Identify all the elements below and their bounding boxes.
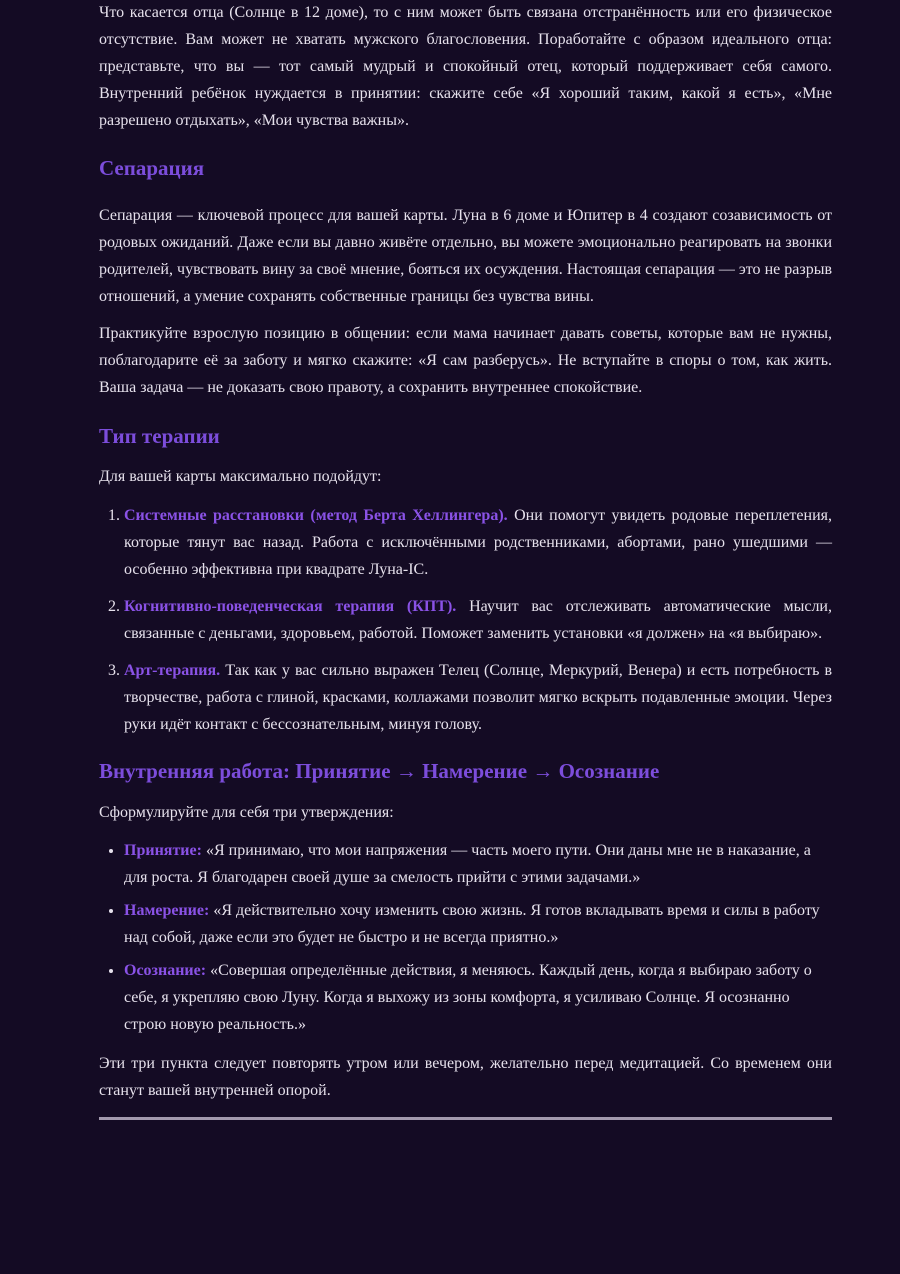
therapy-item-term: Арт-терапия. <box>124 662 221 679</box>
document-body <box>99 0 832 1120</box>
affirmation-awareness <box>124 957 832 1038</box>
therapy-item-cbt <box>124 593 832 647</box>
therapy-item-text: Научит вас отслеживать автоматические мысли, связанные с деньгами, здоровьем, работой. Поможет заменить установки «я должен» на «я выбираю». <box>124 598 832 642</box>
therapy-item-constellations <box>124 502 832 583</box>
affirmation-text: «Я принимаю, что мои напряжения — часть моего пути. Они даны мне не в наказание, а для роста. Я благодарен своей душе за смелость прийти с этими задачами.» <box>124 842 811 886</box>
therapy-intro: Для вашей карты максимально подойдут: <box>99 468 382 485</box>
affirmation-list <box>99 837 832 1038</box>
affirmation-term: Принятие: <box>124 842 202 859</box>
affirmation-text: «Я действительно хочу изменить свою жизнь. Я готов вкладывать время и силы в работу над собой, даже если это будет не быстро и не всегда приятно.» <box>124 902 820 946</box>
therapy-item-term: Когнитивно-поведенческая терапия (КПТ). <box>124 598 457 615</box>
therapy-item-text: Они помогут увидеть родовые переплетения, которые тянут вас назад. Работа с исключёнными родственниками, абортами, рано ушедшими — особенно эффективна при квадрате Луна-IC. <box>124 507 833 578</box>
therapy-item-text: Так как у вас сильно выражен Телец (Солнце, Меркурий, Венера) и есть потребность в творчестве, работа с глиной, красками, коллажами позволит мягко вскрыть подавленные эмоции. Через руки идёт контакт с бессознательным, минуя голову. <box>124 662 832 733</box>
affirmation-intention <box>124 897 832 951</box>
separation-paragraph-2: Практикуйте взрослую позицию в общении: если мама начинает давать советы, которые вам не нужны, поблагодарите её за заботу и мягко скажите: «Я сам разберусь». Не вступайте в споры о том, как жить. Ваша задача — не доказать свою правоту, а сохранить внутреннее спокойствие. <box>99 325 832 396</box>
inner-work-intro: Сформулируйте для себя три утверждения: <box>99 804 394 821</box>
therapy-heading: Тип терапии <box>99 424 220 448</box>
therapy-list <box>99 502 832 738</box>
therapy-item-art <box>124 657 832 738</box>
inner-work-heading: Внутренняя работа: Принятие → Намерение → Осознание <box>99 759 660 783</box>
intro-paragraph: Что касается отца (Солнце в 12 доме), то с ним может быть связана отстранённость или его физическое отсутствие. Вам может не хватать мужского благословения. Поработайте с образом идеального отца: представьте, что вы — тот самый мудрый и спокойный отец, который поддерживает себя самого. Внутренний ребёнок нуждается в принятии: скажите себе «Я хороший таким, какой я есть», «Мне разрешено отдыхать», «Мои чувства важны». <box>99 4 832 129</box>
separation-paragraph-1: Сепарация — ключевой процесс для вашей карты. Луна в 6 доме и Юпитер в 4 создают созависимость от родовых ожиданий. Даже если вы давно живёте отдельно, вы можете эмоционально реагировать на звонки родителей, чувствовать вину за своё мнение, бояться их осуждения. Настоящая сепарация — это не разрыв отношений, а умение сохранять собственные границы без чувства вины. <box>99 207 832 305</box>
affirmation-term: Намерение: <box>124 902 210 919</box>
therapy-item-term: Системные расстановки (метод Берта Хеллингера). <box>124 507 508 524</box>
closing-paragraph: Эти три пункта следует повторять утром или вечером, желательно перед медитацией. Со временем они станут вашей внутренней опорой. <box>99 1055 832 1099</box>
affirmation-acceptance <box>124 837 832 891</box>
affirmation-term: Осознание: <box>124 962 207 979</box>
separation-heading: Сепарация <box>99 156 205 180</box>
affirmation-text: «Совершая определённые действия, я меняюсь. Каждый день, когда я выбираю заботу о себе, я укрепляю свою Луну. Когда я выхожу из зоны комфорта, я усиливаю Солнце. Я осознанно строю новую реальность.» <box>124 962 812 1033</box>
section-divider <box>99 1117 832 1120</box>
